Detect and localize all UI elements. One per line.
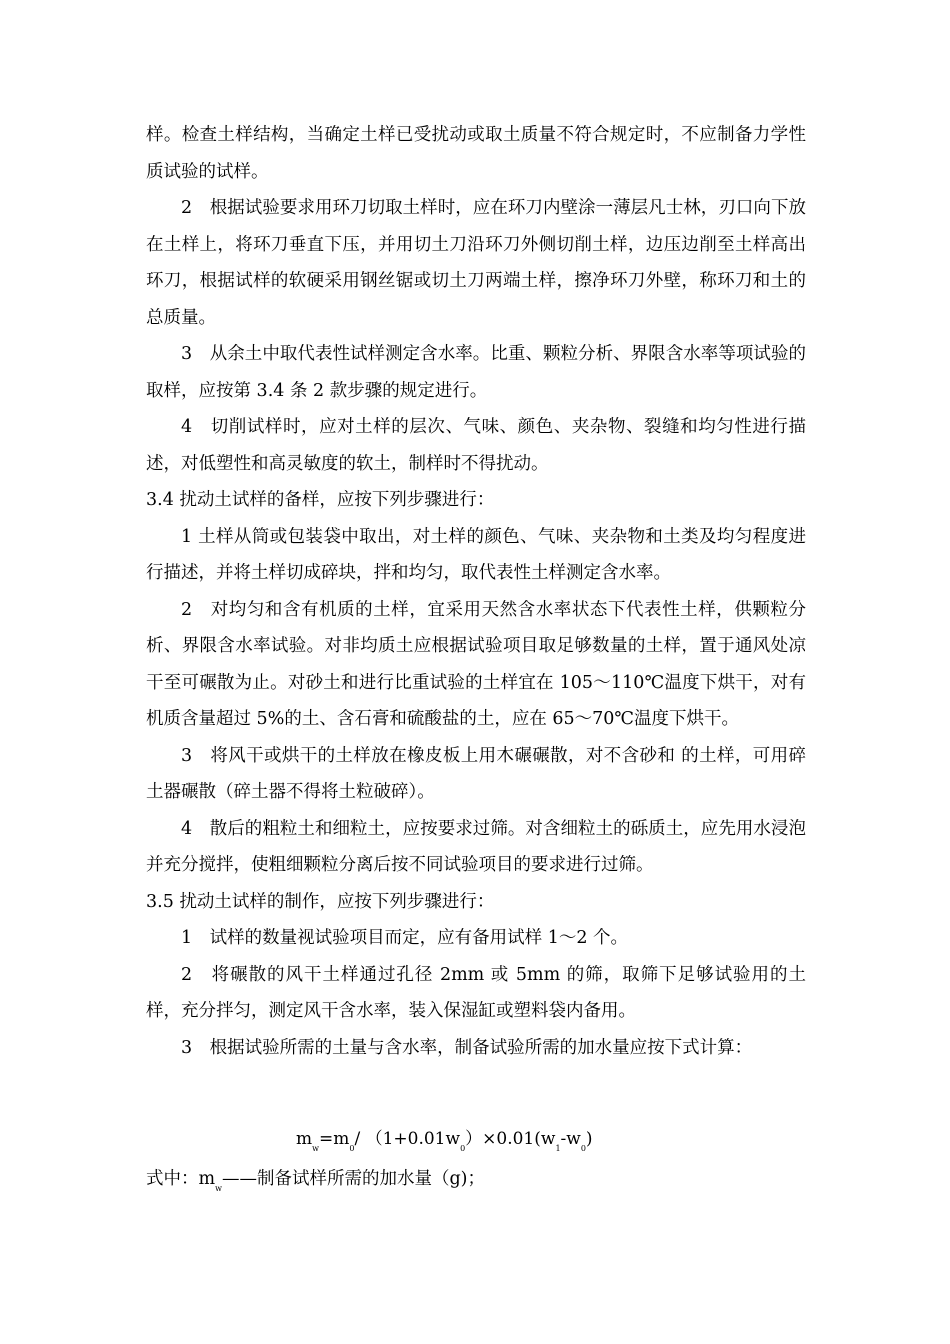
paragraph-4: 4 切削试样时，应对土样的层次、气味、颜色、夹杂物、裂缝和均匀性进行描述，对低塑性和高灵敏度的软土，制样时不得扰动。 [146,417,806,474]
paragraph-10: 2 将碾散的风干土样通过孔径 2mm 或 5mm 的筛，取筛下足够试验用的土样，充分拌匀，测定风干含水率，装入保湿缸或塑料袋内备用。 [146,964,806,1021]
paragraph-1: 样。检查土样结构，当确定土样已受扰动或取土质量不符合规定时，不应制备力学性质试验的试样。 [146,125,806,182]
section-heading-3-4: 3.4 扰动土试样的备样，应按下列步骤进行： [146,490,495,510]
section-heading-3-5: 3.5 扰动土试样的制作，应按下列步骤进行： [146,891,495,912]
body-text [146,117,806,1066]
formula-definition: 式中：$m_w——$制备试样所需的加水量（g)； [146,1169,485,1193]
paragraph-7: 3 将风干或烘干的土样放在橡皮板上用木碾碾散，对不含砂和 的土样，可用碎土器碾散（碎土器不得将土粒破碎）。 [146,745,806,802]
paragraph-6: 2 对均匀和含有机质的土样，宜采用天然含水率状态下代表性土样，供颗粒分析、界限含水率试验。对非均质土应根据试验项目取足够数量的土样，置于通风处凉干至可碾散为止。对砂土和进行比重试验的土样宜在 105～110℃温度下烘干，对有机质含量超过 5%的土、含石膏和硫酸盐的土，应在 65～70℃温度下烘干。 [146,599,806,729]
paragraph-8: 4 散后的粗粒土和细粒土，应按要求过筛。对含细粒土的砾质土，应先用水浸泡并充分搅拌，使粗细颗粒分离后按不同试验项目的要求进行过筛。 [146,818,806,875]
paragraph-9: 1 试样的数量视试验项目而定，应有备用试样 1～2 个。 [181,928,629,948]
paragraph-11: 3 根据试验所需的土量与含水率，制备试验所需的加水量应按下式计算： [181,1037,753,1058]
paragraph-3: 3 从余土中取代表性试样测定含水率。比重、颗粒分析、界限含水率等项试验的取样，应按第 3.4 条 2 款步骤的规定进行。 [146,344,806,401]
paragraph-5: 1 土样从筒或包装袋中取出，对土样的颜色、气味、夹杂物和土类及均匀程度进行描述，并将土样切成碎块，拌和均匀，取代表性土样测定含水率。 [146,526,806,583]
paragraph-2: 2 根据试验要求用环刀切取土样时，应在环刀内壁涂一薄层凡士林，刃口向下放在土样上，将环刀垂直下压，并用切土刀沿环刀外侧切削土样，边压边削至土样高出环刀，根据试样的软硬采用钢丝锯或切土刀两端土样，擦净环刀外壁，称环刀和土的总质量。 [146,198,806,328]
water-formula: $m_w=m_0/$ $(1+0.01w_0)\times 0.01(w_1-w_0)$ [296,1129,593,1153]
